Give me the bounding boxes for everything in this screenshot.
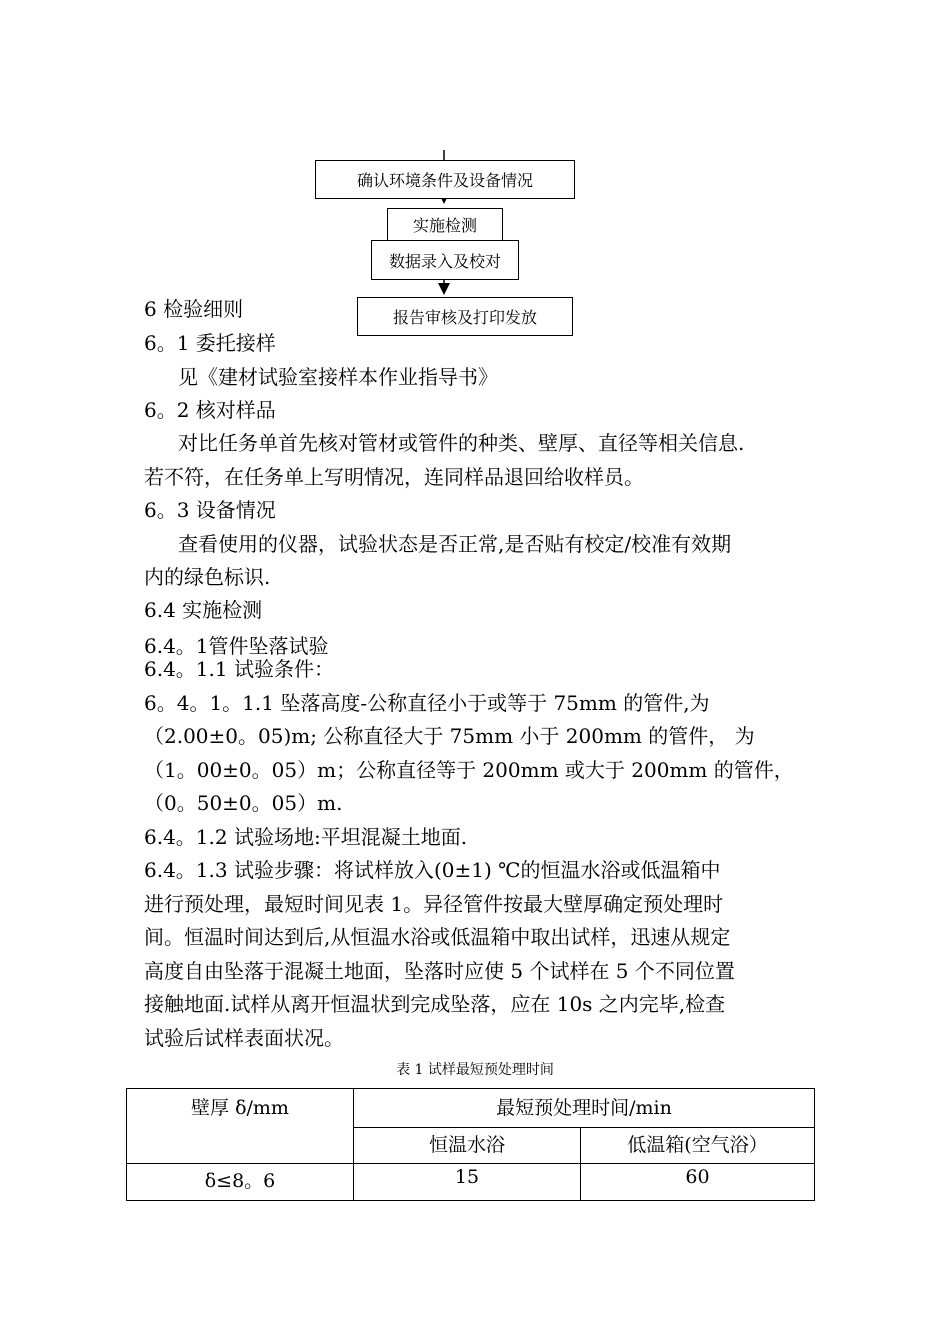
flow-step-label: 报告审核及打印发放 [392, 308, 537, 327]
flow-step-report-review [357, 297, 573, 336]
col-header-min-time: 最短预处理时间/min [354, 1089, 815, 1128]
paragraph-line: 查看使用的仪器，试验状态是否正常,是否贴有校定/校准有效期 [178, 532, 732, 556]
table-header-row [127, 1089, 815, 1128]
cell-thickness: δ≤8。6 [127, 1164, 354, 1201]
paragraph-line: 见《建材试验室接样本作业指导书》 [178, 365, 498, 389]
col-header-water-bath: 恒温水浴 [354, 1128, 581, 1164]
flow-step-data-entry [371, 240, 519, 280]
flow-step-label: 数据录入及校对 [388, 251, 501, 271]
paragraph-line: 接触地面.试样从离开恒温状到完成坠落，应在 10s 之内完毕,检查 [144, 992, 726, 1016]
paragraph-line: 高度自由坠落于混凝土地面，坠落时应使 5 个试样在 5 个不同位置 [144, 959, 735, 983]
subsection-heading: 6。1 委托接样 [144, 331, 276, 355]
pretreatment-time-table [126, 1088, 815, 1201]
paragraph-line: 间。恒温时间达到后,从恒温水浴或低温箱中取出试样，迅速从规定 [144, 925, 731, 949]
paragraph-line: 若不符，在任务单上写明情况，连同样品退回给收样员。 [144, 465, 644, 489]
section-heading: 6 检验细则 [144, 297, 244, 321]
paragraph-line: 6.4。1.2 试验场地:平坦混凝土地面. [144, 825, 468, 849]
cell-water-time: 15 [354, 1164, 581, 1201]
subsection-heading: 6.4 实施检测 [144, 598, 263, 622]
paragraph-line: 内的绿色标识. [144, 565, 271, 589]
table-row [127, 1164, 815, 1201]
paragraph-line: （2.00±0。05)m; 公称直径大于 75mm 小于 200mm 的管件， 为 [144, 724, 755, 748]
cell-air-time: 60 [581, 1164, 815, 1201]
col-header-air-bath: 低温箱(空气浴） [581, 1128, 815, 1164]
subsection-heading: 6。3 设备情况 [144, 498, 276, 522]
flow-step-confirm-conditions [315, 160, 575, 199]
flow-step-label: 实施检测 [412, 216, 477, 235]
paragraph-line: 试验后试样表面状况。 [144, 1026, 344, 1050]
subsection-heading: 6.4。1管件坠落试验 [144, 634, 329, 658]
subsection-heading: 6.4。1.1 试验条件： [144, 657, 334, 681]
flow-step-label: 确认环境条件及设备情况 [356, 171, 533, 190]
paragraph-line: 进行预处理，最短时间见表 1。异径管件按最大壁厚确定预处理时 [144, 892, 724, 916]
col-header-thickness: 壁厚 δ/mm [127, 1089, 354, 1164]
paragraph-line: 6。4。1。1.1 坠落高度-公称直径小于或等于 75mm 的管件,为 [144, 691, 710, 715]
paragraph-line: （1。00±0。05）m；公称直径等于 200mm 或大于 200mm 的管件， [144, 758, 794, 782]
subsection-heading: 6。2 核对样品 [144, 398, 276, 422]
paragraph-line: （0。50±0。05）m. [144, 791, 343, 815]
paragraph-line: 对比任务单首先核对管材或管件的种类、壁厚、直径等相关信息. [178, 431, 745, 455]
flow-step-perform-test [387, 208, 503, 241]
table-caption: 表 1 试样最短预处理时间 [396, 1062, 554, 1078]
paragraph-line: 6.4。1.3 试验步骤：将试样放入(0±1) ℃的恒温水浴或低温箱中 [144, 858, 721, 882]
